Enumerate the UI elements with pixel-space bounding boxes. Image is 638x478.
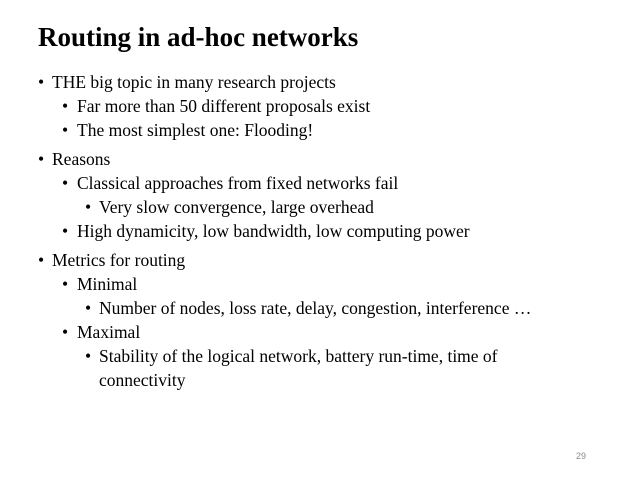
bullet-item-level-2: [38, 171, 598, 195]
bullet-icon: •: [38, 149, 45, 169]
bullet-list: [38, 70, 598, 392]
page-number: 29: [575, 451, 586, 461]
bullet-icon: •: [38, 72, 45, 92]
bullet-icon: •: [85, 298, 92, 318]
bullet-item-level-2: [38, 94, 598, 118]
bullet-icon: •: [62, 274, 69, 294]
bullet-item-level-2: [38, 272, 598, 296]
bullet-text: Reasons: [52, 149, 111, 169]
bullet-icon: •: [62, 120, 69, 140]
bullet-icon: •: [62, 173, 69, 193]
bullet-text: Minimal: [77, 274, 138, 294]
bullet-text: Maximal: [77, 322, 141, 342]
bullet-text: High dynamicity, low bandwidth, low computing power: [77, 221, 470, 241]
bullet-icon: •: [85, 197, 92, 217]
bullet-item-level-1: [38, 147, 598, 171]
slide-title: Routing in ad-hoc networks: [38, 22, 359, 52]
bullet-text: Far more than 50 different proposals exist: [77, 96, 371, 116]
bullet-item-level-1: [38, 248, 598, 272]
bullet-text: Very slow convergence, large overhead: [99, 197, 374, 217]
bullet-item-level-2: [38, 219, 598, 243]
bullet-icon: •: [85, 346, 92, 366]
bullet-text: The most simplest one: Flooding!: [77, 120, 314, 140]
bullet-text: Classical approaches from fixed networks fail: [77, 173, 399, 193]
bullet-text: Number of nodes, loss rate, delay, congestion, interference …: [99, 298, 532, 318]
bullet-icon: •: [62, 96, 69, 116]
bullet-text: Metrics for routing: [52, 250, 186, 270]
bullet-item-level-2: [38, 320, 598, 344]
bullet-item-level-3: [38, 195, 598, 219]
bullet-icon: •: [38, 250, 45, 270]
bullet-item-level-3: [38, 344, 598, 392]
bullet-item-level-2: [38, 118, 598, 142]
bullet-text: Stability of the logical network, battery run-time, time of connectivity: [99, 346, 498, 390]
bullet-icon: •: [62, 322, 69, 342]
bullet-item-level-1: [38, 70, 598, 94]
bullet-text: THE big topic in many research projects: [52, 72, 336, 92]
bullet-item-level-3: [38, 296, 598, 320]
bullet-icon: •: [62, 221, 69, 241]
